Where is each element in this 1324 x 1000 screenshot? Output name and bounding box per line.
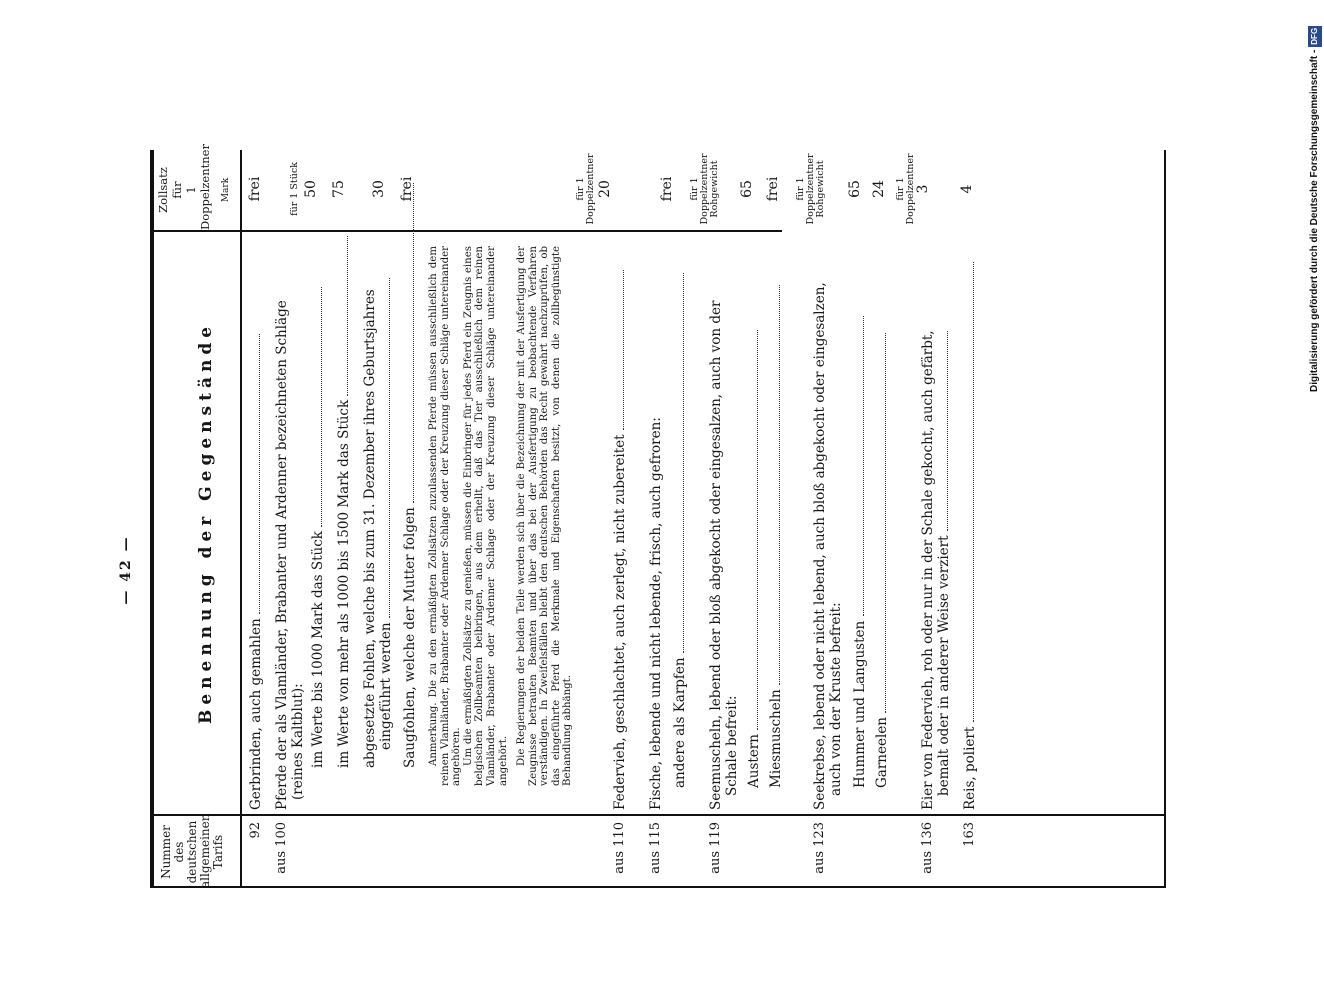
- item-seekrebse: Seekrebse, lebend oder nicht lebend, auch bloß abgekocht oder eingesalzen,: [812, 282, 828, 810]
- header-rate-unit: Mark: [221, 177, 231, 203]
- item-reis: [962, 262, 978, 810]
- item-gerbrinden: [248, 334, 264, 810]
- rate-115-a: frei: [659, 176, 675, 202]
- leader-dots: [946, 331, 948, 531]
- item-text: Gerbrinden, auch gemahlen: [248, 618, 264, 810]
- rate-100-b: 75: [331, 180, 347, 198]
- item-text: andere als Karpfen: [672, 657, 688, 788]
- item-seekrebse-sub-b: [874, 333, 890, 788]
- note-regierungen: [516, 246, 574, 786]
- leader-dots: [778, 285, 780, 685]
- item-pferde: Pferde der als Vlamländer, Brabanter und Ardenner bezeichneten Schläge: [274, 300, 290, 810]
- item-text: Hummer und Langusten: [852, 620, 868, 788]
- leader-dots: [412, 183, 414, 503]
- rate-head-123: für 1 Doppelzentner Rohgewicht: [795, 153, 826, 225]
- leader-dots: [388, 278, 390, 618]
- rate-119-a: 65: [739, 180, 755, 198]
- tariff-number-100: aus 100: [274, 822, 289, 874]
- rate-92: frei: [247, 176, 263, 202]
- table-bottom-rule: [1164, 150, 1166, 888]
- header-number-line: des: [172, 841, 186, 863]
- note-text: Anmerkung. Die zu den ermäßigten Zollsätzen zuzulassenden Pferde müssen ausschließlich dem reinen Vlamländer, Brabanter oder Ardenner Schlage oder der Kreuzung dieser Schläge untereinander angehören.: [428, 246, 463, 786]
- header-number-column: [159, 813, 225, 888]
- item-text: Saugfohlen, welche der Mutter folgen: [402, 507, 418, 768]
- item-pferde-sub-c: abgesetzte Fohlen, welche bis zum 31. Dezember ihres Geburtsjahres: [362, 289, 378, 768]
- rate-119-b: frei: [765, 176, 781, 202]
- page-number: — 42 —: [118, 535, 134, 605]
- rate-123-b: 24: [871, 180, 887, 198]
- tariff-number-119: aus 119: [708, 822, 723, 874]
- dfg-logo: DFG: [1308, 26, 1322, 47]
- rate-100-d: frei: [399, 176, 415, 202]
- note-text: Die Regierungen der beiden Teile werden sich über die Bezeichnung der mit der Ausfertigung der Zeugnisse betrauten Beamten und über das bei der Ausfertigung zu beobachtende Verfahren verständigen. In Zweifelsfällen bleibt den deutschen Behörden das Recht gewahrt nachzuprüfen, ob das eingeführte Pferd die Merkmale und Eigenschaften besitzt, von denen die zollbegünstigte Behandlung abhängt.: [516, 246, 574, 786]
- header-description-column: Benennung der Gegenstände: [196, 321, 216, 725]
- leader-dots: [682, 273, 684, 653]
- rate-110: 20: [597, 180, 613, 198]
- item-seekrebse-cont: auch von der Kruste befreit:: [828, 602, 844, 796]
- item-pferde-sub-c-cont: [378, 278, 394, 750]
- item-seemuscheln-sub-b: [768, 285, 784, 788]
- leader-dots: [756, 330, 758, 730]
- leader-dots: [972, 262, 974, 722]
- header-number-line: Tarifs: [211, 834, 225, 870]
- item-seekrebse-sub-a: [852, 316, 868, 788]
- tariff-number-110: aus 110: [612, 822, 627, 874]
- column-divider-rate: [152, 231, 782, 233]
- rate-163: 4: [959, 184, 975, 194]
- rate-100-c: 30: [371, 180, 387, 198]
- tariff-number-136: aus 136: [920, 822, 935, 874]
- leader-dots: [258, 334, 260, 614]
- item-text: eingeführt werden: [378, 622, 394, 750]
- item-text: bemalt oder in anderer Weise verziert: [936, 535, 952, 796]
- item-seemuscheln-sub-a: [746, 330, 762, 788]
- tariff-number-163: 163: [962, 822, 977, 847]
- item-pferde-sub-b: [336, 236, 352, 768]
- item-pferde-cont: (reines Kaltblut):: [290, 683, 306, 800]
- rate-head-136: für 1 Doppelzentner: [895, 153, 916, 225]
- item-fische: Fische, lebende und nicht lebende, frisch, auch gefroren:: [648, 417, 664, 810]
- leader-dots: [346, 236, 348, 396]
- header-bottom-rule: [240, 150, 242, 888]
- item-federvieh: [612, 270, 628, 810]
- header-number-line: Nummer: [159, 825, 173, 879]
- rotated-document-page: [0, 140, 1190, 1000]
- item-text: Federvieh, geschlachtet, auch zerlegt, nicht zubereitet: [612, 434, 628, 810]
- rate-100-a: 50: [303, 180, 319, 198]
- leader-dots: [884, 333, 886, 713]
- item-text: im Werte bis 1000 Mark das Stück: [310, 531, 326, 768]
- item-text: Miesmuscheln: [768, 689, 784, 788]
- item-fische-sub-a: [672, 273, 688, 788]
- item-text: Reis, poliert: [962, 726, 978, 810]
- tariff-number-92: 92: [248, 822, 263, 839]
- leader-dots: [320, 287, 322, 527]
- tariff-number-123: aus 123: [812, 822, 827, 874]
- item-text: im Werte von mehr als 1000 bis 1500 Mark das Stück: [336, 399, 352, 768]
- rate-136: 3: [915, 184, 931, 194]
- item-eier-cont: [936, 331, 952, 796]
- item-text: Austern: [746, 734, 762, 788]
- leader-dots: [862, 316, 864, 616]
- rate-123-a: 65: [847, 180, 863, 198]
- item-eier: Eier von Federvieh, roh oder nur in der Schale gekocht, auch gefärbt,: [920, 330, 936, 810]
- rate-head-119: für 1 Doppelzentner Rohgewicht: [689, 153, 720, 225]
- item-seemuscheln-cont: Schale befreit:: [724, 695, 740, 796]
- table-top-rule: [150, 150, 154, 888]
- header-rate-line: für: [170, 181, 184, 199]
- note-text: Um die ermäßigten Zollsätze zu genießen, müssen die Einbringer für jedes Pferd ein Zeugnis eines belgischen Zollbeamten beibringen, aus dem erhellt, daß das Tier ausschließlich dem reinen Vlamländer, Brabanter oder Ardenner Schlage oder der Kreuzung dieser Schläge untereinander angehört.: [462, 246, 509, 786]
- tariff-number-115: aus 115: [648, 822, 663, 874]
- rate-head-110: für 1 Doppelzentner: [575, 153, 596, 225]
- header-rate-line: Zollsatz: [156, 167, 170, 213]
- header-number-line: allgemeinen: [198, 813, 212, 888]
- note-anmerkung: [428, 246, 509, 786]
- item-pferde-sub-d: [402, 183, 418, 768]
- digitization-credit: [1308, 8, 1324, 392]
- header-rate-line: 1 Doppelzentner: [184, 144, 212, 230]
- leader-dots: [622, 270, 624, 430]
- header-rate-column: [156, 144, 212, 230]
- item-seemuscheln: Seemuscheln, lebend oder bloß abgekocht oder eingesalzen, auch von der: [708, 300, 724, 810]
- rate-head-100: für 1 Stück: [289, 162, 300, 216]
- item-pferde-sub-a: [310, 287, 326, 768]
- credit-text: Digitalisierung gefördert durch die Deutsche Forschungsgemeinschaft -: [1309, 49, 1320, 392]
- header-number-line: deutschen: [185, 820, 199, 884]
- column-divider-number: [152, 815, 1164, 817]
- item-text: Garneelen: [874, 717, 890, 788]
